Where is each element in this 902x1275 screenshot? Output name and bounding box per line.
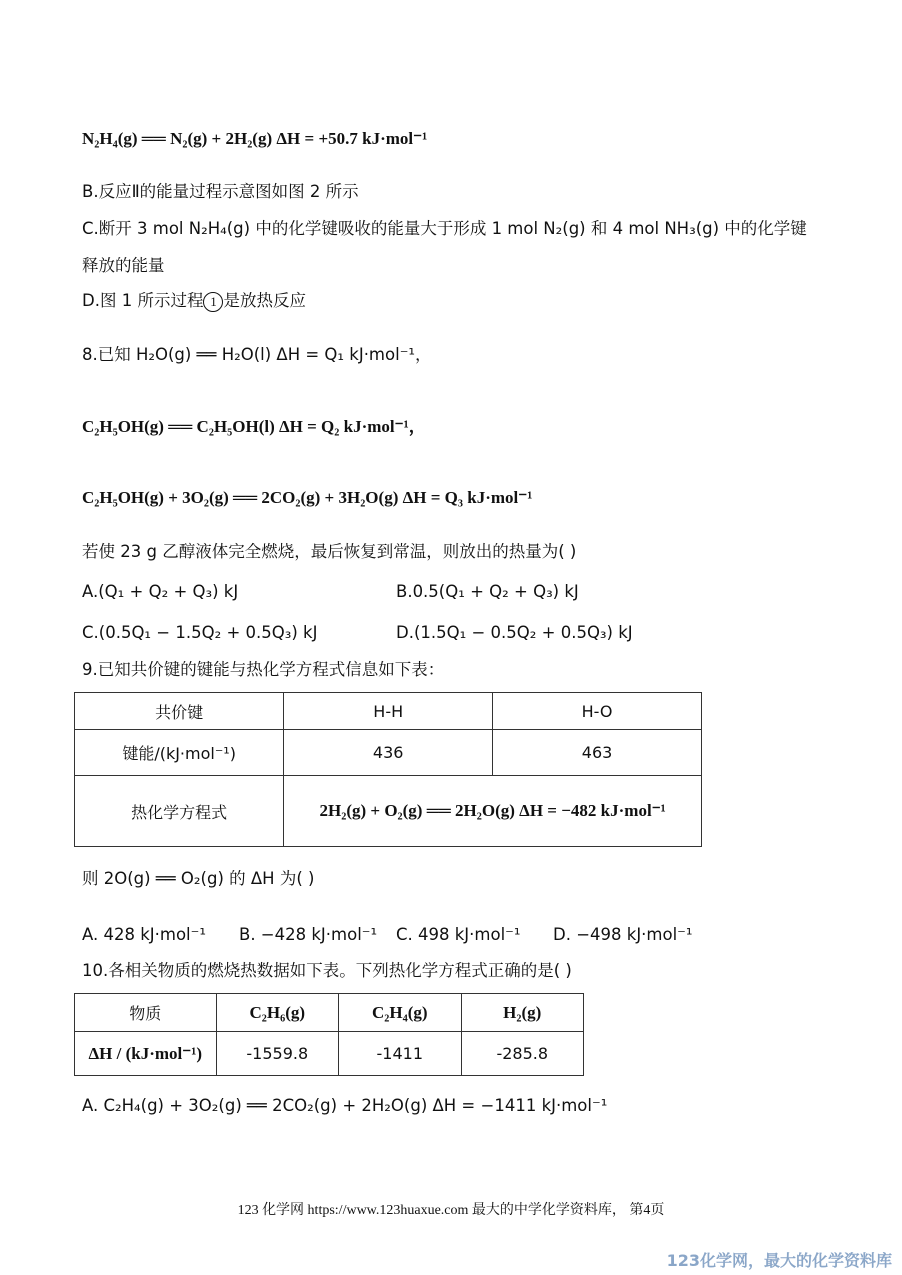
question-8-equation-3: C₂H₅OH(g) + 3O₂(g) ══ 2CO₂(g) + 3H₂O(g) ΔH = Q₃ kJ·mol⁻¹ [82,488,533,507]
question-9-option-a: A. 428 kJ·mol⁻¹ [82,925,206,944]
table-header: C₂H₆(g) [216,994,339,1032]
equation-n2h4-decomposition: N₂H₄(g) ══ N₂(g) + 2H₂(g) ΔH = +50.7 kJ·mol⁻¹ [82,129,428,148]
question-8-equation-2: C₂H₅OH(g) ══ C₂H₅OH(l) ΔH = Q₂ kJ·mol⁻¹， [82,417,426,436]
table-cell-equation: 2H₂(g) + O₂(g) ══ 2H₂O(g) ΔH = −482 kJ·mol⁻¹ [284,776,702,847]
table-header: H₂(g) [461,994,583,1032]
question-8-option-a: A.(Q₁ + Q₂ + Q₃) kJ [82,582,239,601]
page-footer: 123 化学网 https://www.123huaxue.com 最大的中学化学资料库， 第4页 [237,1203,665,1218]
option-b: B.反应Ⅱ的能量过程示意图如图 2 所示 [82,182,359,201]
bond-energy-table [74,692,702,847]
option-d-suffix: 是放热反应 [223,291,306,310]
circled-number-icon: 1 [203,292,223,312]
option-d [82,290,306,312]
question-9-stem: 9.已知共价键的键能与热化学方程式信息如下表： [82,660,445,679]
table-header: C₂H₄(g) [339,994,461,1032]
table-row-label: ΔH / (kJ·mol⁻¹) [75,1032,217,1076]
table-cell: 463 [493,730,702,776]
watermark: 123化学网，最大的化学资料库 [666,1251,892,1270]
combustion-heat-table [74,993,584,1076]
question-9-option-b: B. −428 kJ·mol⁻¹ [239,925,378,944]
table-cell: -285.8 [461,1032,583,1076]
option-c-line2: 释放的能量 [82,256,165,275]
table-header: H-H [284,693,493,730]
question-8-option-c: C.(0.5Q₁ − 1.5Q₂ + 0.5Q₃) kJ [82,623,318,642]
question-9-option-c: C. 498 kJ·mol⁻¹ [396,925,521,944]
table-row-label: 键能/(kJ·mol⁻¹) [75,730,284,776]
option-c-line1: C.断开 3 mol N₂H₄(g) 中的化学键吸收的能量大于形成 1 mol N₂(g) 和 4 mol NH₃(g) 中的化学键 [82,219,807,238]
table-header: 共价键 [75,693,284,730]
table-cell: -1411 [339,1032,461,1076]
question-8-option-d: D.(1.5Q₁ − 0.5Q₂ + 0.5Q₃) kJ [396,623,633,642]
question-9-option-d: D. −498 kJ·mol⁻¹ [553,925,693,944]
table-header: H-O [493,693,702,730]
question-8-ask: 若使 23 g 乙醇液体完全燃烧，最后恢复到常温，则放出的热量为( ) [82,542,577,561]
option-d-prefix: D.图 1 所示过程 [82,291,204,310]
question-10-stem: 10.各相关物质的燃烧热数据如下表。下列热化学方程式正确的是( ) [82,961,572,980]
question-8-option-b: B.0.5(Q₁ + Q₂ + Q₃) kJ [396,582,579,601]
question-10-option-a: A. C₂H₄(g) + 3O₂(g) ══ 2CO₂(g) + 2H₂O(g) ΔH = −1411 kJ·mol⁻¹ [82,1096,608,1115]
question-8-stem: 8.已知 H₂O(g) ══ H₂O(l) ΔH = Q₁ kJ·mol⁻¹， [82,345,432,364]
table-cell: 436 [284,730,493,776]
table-row-label: 热化学方程式 [75,776,284,847]
table-header: 物质 [75,994,217,1032]
question-9-ask: 则 2O(g) ══ O₂(g) 的 ΔH 为( ) [82,869,315,888]
table-cell: -1559.8 [216,1032,339,1076]
